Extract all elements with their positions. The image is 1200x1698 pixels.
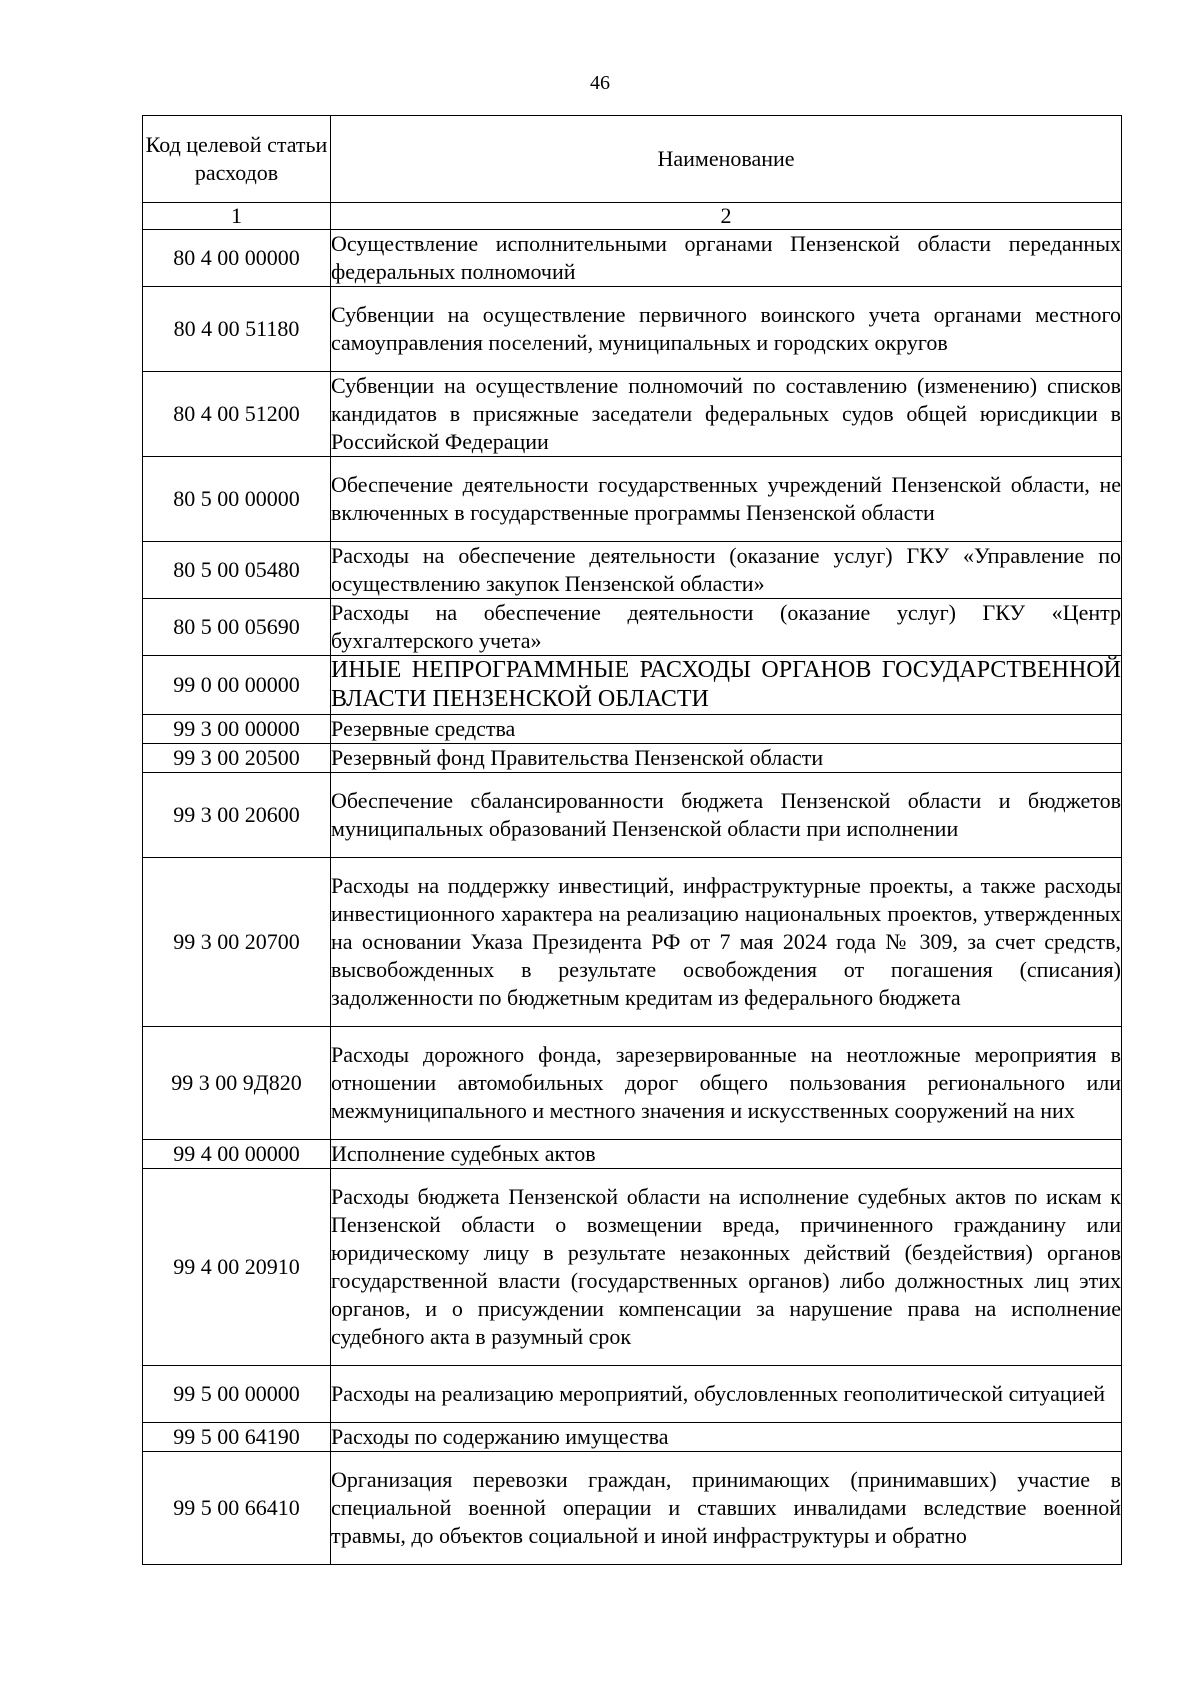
row-code: 99 5 00 64190 xyxy=(143,1423,331,1452)
row-name: Резервный фонд Правительства Пензенской области xyxy=(331,744,1122,773)
row-name: Расходы дорожного фонда, зарезервированные на неотложные мероприятия в отношении автомобильных дорог общего пользования регионального или межмуниципального и местного значения и искусственных сооружений на них xyxy=(331,1027,1122,1140)
header-name-column: Наименование xyxy=(331,116,1122,203)
row-name: Расходы на обеспечение деятельности (оказание услуг) ГКУ «Управление по осуществлению закупок Пензенской области» xyxy=(331,542,1122,599)
table-row xyxy=(143,372,1122,457)
row-code: 99 3 00 9Д820 xyxy=(143,1027,331,1140)
table-row xyxy=(143,858,1122,1027)
row-name: Обеспечение деятельности государственных учреждений Пензенской области, не включенных в государственные программы Пензенской области xyxy=(331,457,1122,542)
row-code: 80 5 00 05480 xyxy=(143,542,331,599)
row-code: 80 4 00 51180 xyxy=(143,287,331,372)
table-header-row xyxy=(143,116,1122,203)
row-name: Обеспечение сбалансированности бюджета Пензенской области и бюджетов муниципальных образований Пензенской области при исполнении xyxy=(331,773,1122,858)
row-name: Расходы по содержанию имущества xyxy=(331,1423,1122,1452)
row-name: Расходы на поддержку инвестиций, инфраструктурные проекты, а также расходы инвестиционного характера на реализацию национальных проектов, утвержденных на основании Указа Президента РФ от 7 мая 2024 года № 309, за счет средств, высвобожденных в результате освобождения от погашения (списания) задолженности по бюджетным кредитам из федерального бюджета xyxy=(331,858,1122,1027)
table-row xyxy=(143,287,1122,372)
row-name: Расходы бюджета Пензенской области на исполнение судебных актов по искам к Пензенской области о возмещении вреда, причиненного гражданину или юридическому лицу в результате незаконных действий (бездействия) органов государственной власти (государственных органов) либо должностных лиц этих органов, и о присуждении компенсации за нарушение права на исполнение судебного акта в разумный срок xyxy=(331,1169,1122,1366)
row-code: 80 4 00 00000 xyxy=(143,230,331,287)
table-row xyxy=(143,1169,1122,1366)
row-name: ИНЫЕ НЕПРОГРАММНЫЕ РАСХОДЫ ОРГАНОВ ГОСУДАРСТВЕННОЙ ВЛАСТИ ПЕНЗЕНСКОЙ ОБЛАСТИ xyxy=(331,656,1122,715)
row-name: Субвенции на осуществление полномочий по составлению (изменению) списков кандидатов в присяжные заседатели федеральных судов общей юрисдикции в Российской Федерации xyxy=(331,372,1122,457)
table-row xyxy=(143,744,1122,773)
row-code: 80 4 00 51200 xyxy=(143,372,331,457)
row-name: Организация перевозки граждан, принимающих (принимавших) участие в специальной военной операции и ставших инвалидами вследствие военной травмы, до объектов социальной и иной инфраструктуры и обратно xyxy=(331,1452,1122,1565)
table-row xyxy=(143,1140,1122,1169)
header-code-column: Код целевой статьи расходов xyxy=(143,116,331,203)
column-numbers-row xyxy=(143,203,1122,230)
table-row xyxy=(143,1366,1122,1423)
row-name: Субвенции на осуществление первичного воинского учета органами местного самоуправления поселений, муниципальных и городских округов xyxy=(331,287,1122,372)
table-row xyxy=(143,773,1122,858)
row-code: 99 5 00 00000 xyxy=(143,1366,331,1423)
page-number: 46 xyxy=(590,72,610,94)
budget-codes-table xyxy=(142,115,1122,1565)
row-name: Исполнение судебных актов xyxy=(331,1140,1122,1169)
row-code: 99 4 00 20910 xyxy=(143,1169,331,1366)
row-code: 99 4 00 00000 xyxy=(143,1140,331,1169)
row-code: 99 5 00 66410 xyxy=(143,1452,331,1565)
row-name: Расходы на реализацию мероприятий, обусловленных геополитической ситуацией xyxy=(331,1366,1122,1423)
table-row xyxy=(143,656,1122,715)
table-row xyxy=(143,457,1122,542)
row-code: 99 3 00 20600 xyxy=(143,773,331,858)
row-name: Расходы на обеспечение деятельности (оказание услуг) ГКУ «Центр бухгалтерского учета» xyxy=(331,599,1122,656)
row-code: 99 0 00 00000 xyxy=(143,656,331,715)
table-row xyxy=(143,230,1122,287)
table-row xyxy=(143,542,1122,599)
table-row xyxy=(143,1423,1122,1452)
row-code: 99 3 00 20700 xyxy=(143,858,331,1027)
row-code: 80 5 00 00000 xyxy=(143,457,331,542)
row-name: Резервные средства xyxy=(331,715,1122,744)
table-row xyxy=(143,715,1122,744)
table-row xyxy=(143,1452,1122,1565)
row-name: Осуществление исполнительными органами Пензенской области переданных федеральных полномочий xyxy=(331,230,1122,287)
table-row xyxy=(143,1027,1122,1140)
row-code: 80 5 00 05690 xyxy=(143,599,331,656)
row-code: 99 3 00 20500 xyxy=(143,744,331,773)
column-number-2: 2 xyxy=(331,203,1122,230)
table-row xyxy=(143,599,1122,656)
row-code: 99 3 00 00000 xyxy=(143,715,331,744)
column-number-1: 1 xyxy=(143,203,331,230)
